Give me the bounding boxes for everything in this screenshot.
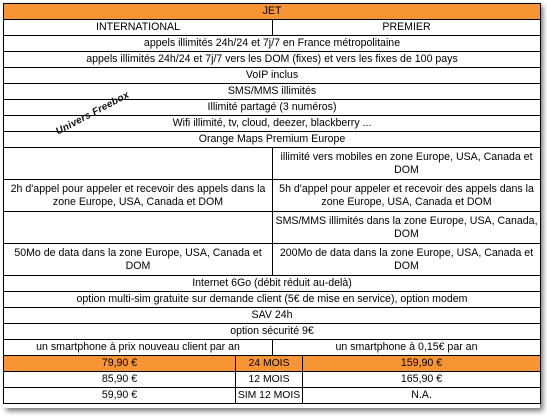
row-sms: SMS/MMS illimités: [4, 84, 541, 100]
row-sms-right: SMS/MMS illimités dans la zone Europe, USA, Canada, DOM: [273, 212, 541, 244]
row-maps: Orange Maps Premium Europe: [4, 132, 541, 148]
row-multisim: option multi-sim gratuite sur demande client (5€ de mise en service), option modem: [4, 292, 541, 308]
price-duration: 12 MOIS: [236, 372, 303, 388]
row-wifi: Wifi illimité, tv, cloud, deezer, blackberry ...: [4, 116, 541, 132]
row-voip: VoIP inclus: [4, 68, 541, 84]
price-left: 59,90 €: [4, 388, 236, 404]
row-sav: SAV 24h: [4, 308, 541, 324]
row-appel-left: 2h d'appel pour appeler et recevoir des appels dans la zone Europe, USA, Canada et DOM: [4, 180, 273, 212]
price-left: 79,90 €: [4, 356, 236, 372]
row-data-left: 50Mo de data dans la zone Europe, USA, Canada et DOM: [4, 244, 273, 276]
row-mobiles-right: illimité vers mobiles en zone Europe, USA, Canada et DOM: [273, 148, 541, 180]
price-right: 159,90 €: [303, 356, 541, 372]
header-premier: PREMIER: [273, 20, 541, 36]
table-title: JET: [4, 4, 541, 20]
price-duration: SIM 12 MOIS: [236, 388, 303, 404]
price-duration: 24 MOIS: [236, 356, 303, 372]
row-securite: option sécurité 9€: [4, 324, 541, 340]
price-left: 85,90 €: [4, 372, 236, 388]
row-data-right: 200Mo de data dans la zone Europe, USA, Canada et DOM: [273, 244, 541, 276]
row-partage: Illimité partagé (3 numéros): [4, 100, 541, 116]
row-dom: appels illimités 24h/24 et 7j/7 vers les DOM (fixes) et vers les fixes de 100 pays: [4, 52, 541, 68]
price-right: N.A.: [303, 388, 541, 404]
cell-empty-left-2: [4, 212, 273, 244]
watermark-text: Univers Freebox: [54, 89, 132, 138]
pricing-table-frame: [3, 3, 540, 408]
price-right: 165,90 €: [303, 372, 541, 388]
cell-empty-left: [4, 148, 273, 180]
row-smartphone-left: un smartphone à prix nouveau client par an: [4, 340, 273, 356]
header-international: INTERNATIONAL: [4, 20, 273, 36]
row-france: appels illimités 24h/24 et 7j/7 en France métropolitaine: [4, 36, 541, 52]
row-smartphone-right: un smartphone à 0,15€ par an: [273, 340, 541, 356]
row-appel-right: 5h d'appel pour appeler et recevoir des appels dans la zone Europe, USA, Canada et DOM: [273, 180, 541, 212]
pricing-table: [3, 3, 541, 404]
row-internet: Internet 6Go (débit réduit au-delà): [4, 276, 541, 292]
